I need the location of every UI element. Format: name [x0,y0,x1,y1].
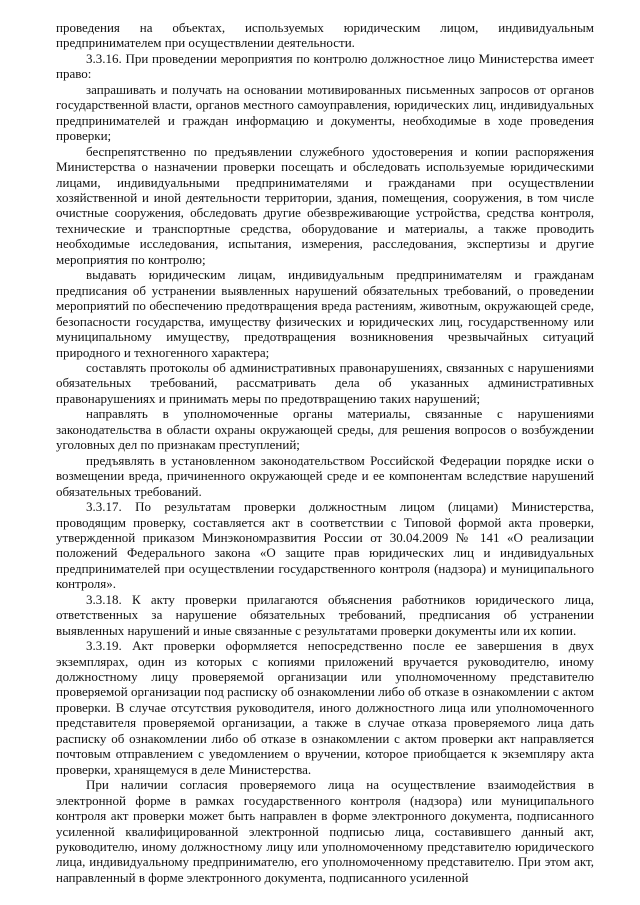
paragraph-issue-orders: выдавать юридическим лицам, индивидуальным предпринимателям и гражданам предписания об устранении выявленных нарушений обязательных требований, о проведении мероприятий по обеспечению предотвращения вреда растениям, животным, окружающей среде, безопасности государства, имуществу физических и юридических лиц, государственному или муниципальному имуществу, предотвращения возникновения чрезвычайных ситуаций природного и техногенного характера; [56,267,594,360]
paragraph-protocols: составлять протоколы об административных правонарушениях, связанных с нарушениями обязательных требований, рассматривать дела об указанных административных правонарушениях и принимать меры по предотвращению таких нарушений; [56,359,594,406]
paragraph-inspect-premises: беспрепятственно по предъявлении служебного удостоверения и копии распоряжения Министерства о назначении проверки посещать и обследовать используемые юридическими лицами, индивидуальными предпринимателями и гражданами при осуществлении хозяйственной и иной деятельности территории, здания, помещения, сооружения, в том числе очистные сооружения, обследовать другие обезвреживающие устройства, средства контроля, технические и транспортные средства, оборудование и материалы, а также проводить необходимые исследования, испытания, измерения, расследования, экспертизы и другие мероприятия по контролю; [56,143,594,267]
paragraph-electronic-form: При наличии согласия проверяемого лица на осуществление взаимодействия в электронной форме в рамках государственного контроля (надзора) или муниципального контроля акт проверки может быть направлен в форме электронного документа, подписанного усиленной квалифицированной электронной подписью лица, составившего данный акт, руководителю, иному должностному лицу или уполномоченному представителю юридического лица, индивидуальному предпринимателю, его уполномоченному представителю. При этом акт, направленный в форме электронного документа, подписанного усиленной [56,777,594,885]
paragraph-3-3-18: 3.3.18. К акту проверки прилагаются объяснения работников юридического лица, ответственных за нарушение обязательных требований, предписания об устранении выявленных нарушений и иные связанные с результатами проверки документы или их копии. [56,591,594,638]
paragraph-3-3-19: 3.3.19. Акт проверки оформляется непосредственно после ее завершения в двух экземплярах, один из которых с копиями приложений вручается руководителю, иному должностному лицу проверяемой организации или уполномоченному представителю проверяемой организации под расписку об ознакомлении либо об отказе в ознакомлении с актом проверки. В случае отсутствия руководителя, иного должностного лица или уполномоченного представителя проверяемой организации, а также в случае отказа проверяемого лица дать расписку об ознакомлении либо об отказе в ознакомлении с актом проверки акт направляется почтовым отправлением с уведомлением о вручении, которое приобщается к экземпляру акта проверки, хранящемуся в деле Министерства. [56,638,594,777]
paragraph-send-materials: направлять в уполномоченные органы материалы, связанные с нарушениями законодательства в области охраны окружающей среды, для решения вопросов о возбуждении уголовных дел по признакам преступлений; [56,406,594,453]
paragraph-claims: предъявлять в установленном законодательством Российской Федерации порядке иски о возмещении вреда, причиненного окружающей среде и ее компонентам вследствие нарушений обязательных требований. [56,452,594,499]
document-page [56,20,594,885]
paragraph-continuation: проведения на объектах, используемых юридическим лицом, индивидуальным предпринимателем при осуществлении деятельности. [56,20,594,51]
paragraph-request-info: запрашивать и получать на основании мотивированных письменных запросов от органов государственной власти, органов местного самоуправления, юридических лиц, индивидуальных предпринимателей и граждан информацию и документы, необходимые в ходе проведения проверки; [56,81,594,144]
paragraph-3-3-16: 3.3.16. При проведении мероприятия по контролю должностное лицо Министерства имеет право: [56,50,594,82]
paragraph-3-3-17: 3.3.17. По результатам проверки должностным лицом (лицами) Министерства, проводящим проверку, составляется акт в соответствии с Типовой формой акта проверки, утвержденной приказом Минэкономразвития России от 30.04.2009 № 141 «О реализации положений Федерального закона «О защите прав юридических лиц и индивидуальных предпринимателей при осуществлении государственного контроля (надзора) и муниципального контроля». [56,499,594,592]
